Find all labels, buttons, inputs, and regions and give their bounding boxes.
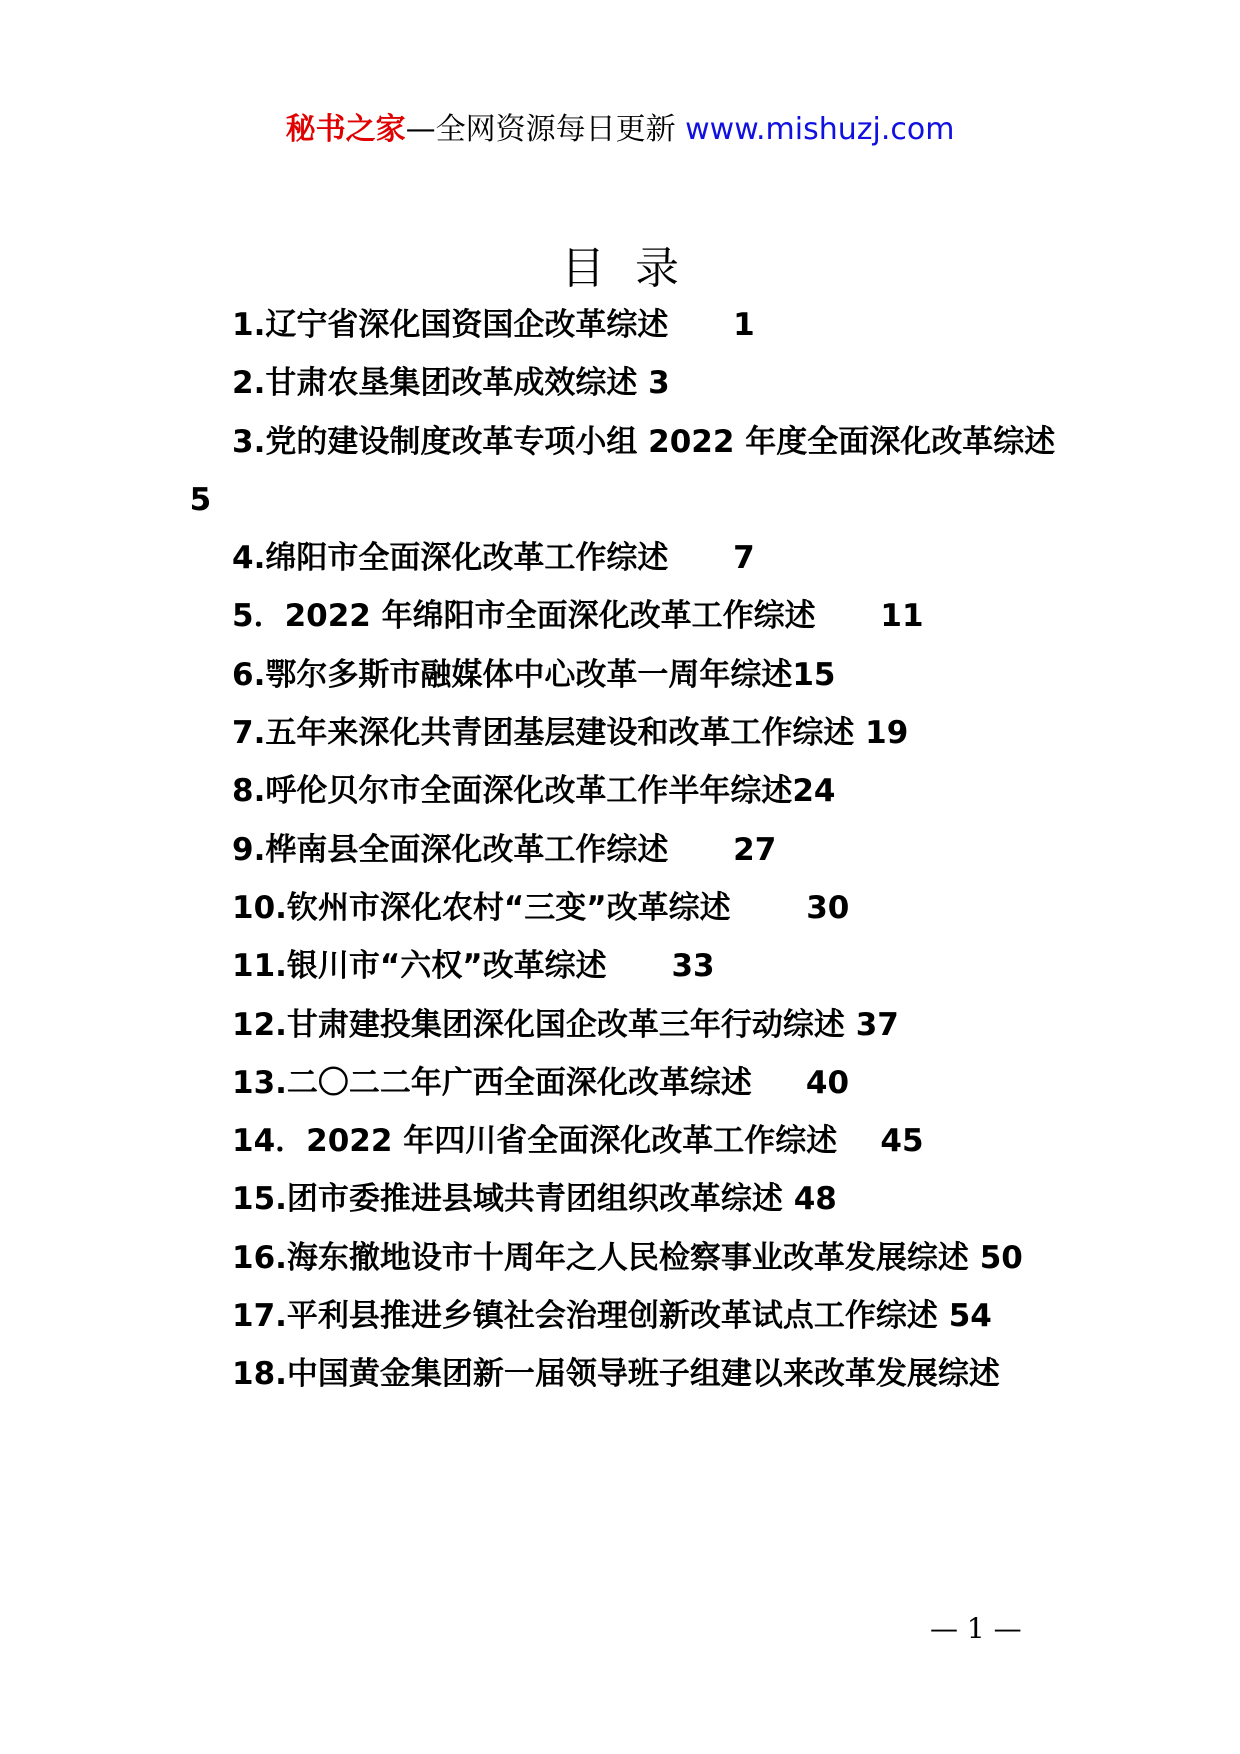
toc-entry-page: 7 [733, 540, 755, 577]
toc-entry-title: 6.鄂尔多斯市融媒体中心改革一周年综述 [232, 656, 793, 693]
toc-entry-gap [816, 598, 881, 634]
brand-name: 秘书之家 [285, 112, 406, 147]
toc-entry-gap [607, 948, 672, 984]
toc-entry[interactable] [168, 1054, 1098, 1112]
toc-entry-title: 2.甘肃农垦集团改革成效综述 [232, 365, 638, 402]
toc-entry-gap [783, 1181, 794, 1217]
toc-entry-title: 12.甘肃建投集团深化国企改革三年行动综述 [232, 1006, 845, 1043]
toc-entry-title: 7.五年来深化共青团基层建设和改革工作综述 [232, 715, 855, 752]
site-url-link[interactable]: www.mishuzj.com [685, 112, 955, 147]
toc-entry-title: 14．2022 年四川省全面深化改革工作综述 [232, 1123, 838, 1160]
toc-entry-page: 27 [733, 831, 777, 868]
toc-entry[interactable] [168, 1112, 1098, 1170]
toc-entry-gap [731, 890, 807, 926]
toc-entry[interactable] [168, 762, 1098, 820]
page-number: — 1 — [930, 1612, 1022, 1645]
toc-entry[interactable] [168, 413, 1098, 530]
toc-entry[interactable] [168, 529, 1098, 587]
toc-entry-page: 54 [948, 1298, 992, 1335]
toc-entry-title: 1.辽宁省深化国资国企改革综述 [232, 307, 669, 343]
toc-entry-title: 17.平利县推进乡镇社会治理创新改革试点工作综述 [232, 1298, 938, 1335]
banner-slogan: —全网资源每日更新 [405, 112, 686, 147]
toc-entry[interactable] [168, 996, 1098, 1054]
toc-entry-gap [637, 365, 648, 401]
toc-entry-page: 19 [865, 715, 909, 752]
toc-entry[interactable] [168, 879, 1098, 937]
toc-entry-page: 37 [855, 1006, 899, 1043]
toc-entry-gap [668, 307, 733, 343]
toc-entry-title: 11.银川市“六权”改革综述 [232, 948, 607, 985]
page-title: 目录 [561, 243, 709, 294]
toc-entry-title: 8.呼伦贝尔市全面深化改革工作半年综述 [232, 773, 793, 810]
toc-entry-gap [668, 540, 733, 576]
toc-entry-gap [845, 1007, 856, 1043]
toc-entry[interactable] [168, 1170, 1098, 1228]
toc-entry-page: 40 [805, 1064, 850, 1101]
toc-entry-page: 50 [979, 1239, 1023, 1276]
toc-entry-gap [938, 1298, 949, 1334]
toc-entry-gap [837, 1123, 880, 1159]
site-banner [0, 104, 1240, 148]
toc-entry-title: 13.二〇二二年广西全面深化改革综述 [232, 1064, 752, 1101]
toc-entry-page: 24 [792, 773, 836, 810]
toc-entry-title: 10.钦州市深化农村“三变”改革综述 [232, 889, 731, 926]
toc-entry-gap [752, 1065, 806, 1101]
toc-entry[interactable] [168, 587, 1098, 645]
toc-entry-page: 45 [880, 1123, 924, 1160]
toc-entry-gap [168, 482, 190, 518]
toc-entry-page: 15 [792, 656, 836, 693]
toc-entry-page: 33 [671, 948, 715, 985]
toc-entry[interactable] [168, 937, 1098, 995]
toc-entry-title: 3.党的建设制度改革专项小组 2022 年度全面深化改革综述 [232, 423, 1056, 460]
table-of-contents [168, 296, 1098, 1404]
toc-entry[interactable] [168, 821, 1098, 879]
toc-entry[interactable] [168, 1287, 1098, 1345]
toc-entry-gap [668, 832, 733, 868]
toc-entry-title: 4.绵阳市全面深化改革工作综述 [232, 540, 669, 577]
toc-entry[interactable] [168, 296, 1098, 354]
toc-entry-title: 16.海东撤地设市十周年之人民检察事业改革发展综述 [232, 1239, 969, 1276]
toc-entry-page: 30 [806, 889, 850, 926]
toc-entry-gap [969, 1240, 980, 1276]
toc-entry[interactable] [168, 646, 1098, 704]
toc-entry-page: 3 [648, 365, 670, 402]
toc-entry-gap [854, 715, 865, 751]
toc-entry-title: 18.中国黄金集团新一届领导班子组建以来改革发展综述 [232, 1356, 1000, 1393]
toc-entry[interactable] [168, 704, 1098, 762]
toc-entry[interactable] [168, 354, 1098, 412]
toc-entry[interactable] [168, 1229, 1098, 1287]
toc-entry-page: 11 [880, 598, 924, 635]
toc-entry-title: 15.团市委推进县域共青团组织改革综述 [232, 1181, 783, 1218]
toc-entry-page: 1 [733, 307, 755, 343]
toc-entry-title: 9.桦南县全面深化改革工作综述 [232, 831, 669, 868]
toc-entry-page: 5 [189, 481, 212, 518]
toc-entry-title: 5．2022 年绵阳市全面深化改革工作综述 [232, 598, 816, 635]
toc-entry[interactable] [168, 1345, 1098, 1403]
toc-entry-page: 48 [793, 1181, 837, 1218]
